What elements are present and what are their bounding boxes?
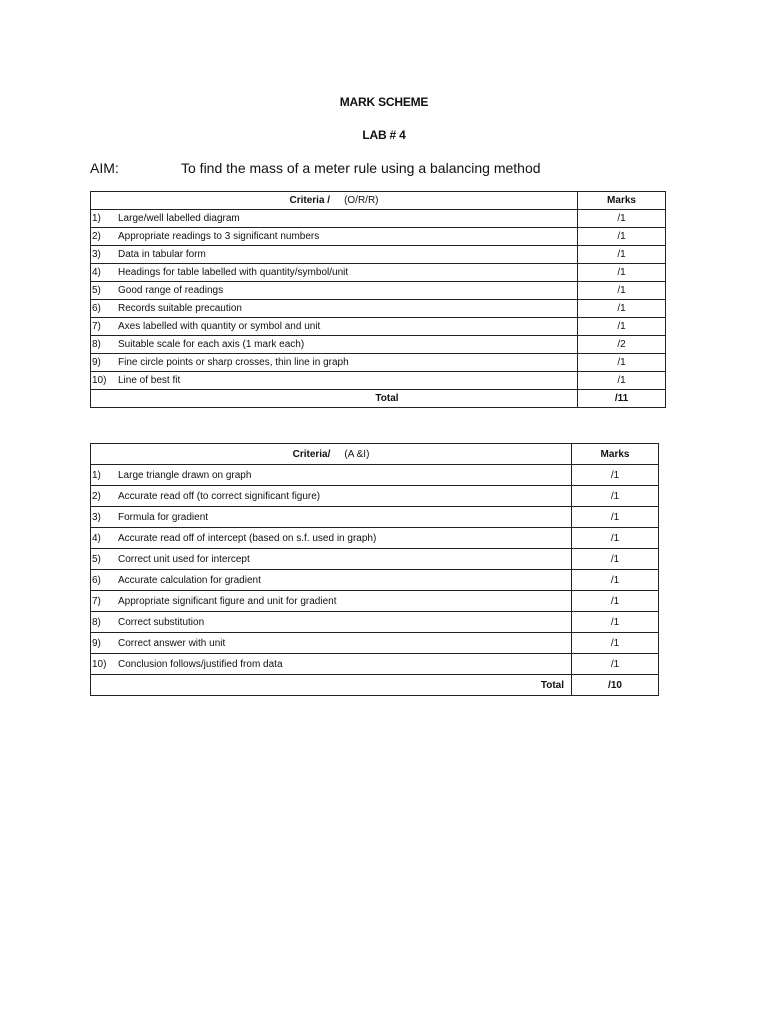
- table-row: [91, 264, 666, 282]
- criterion-text: Appropriate significant figure and unit for gradient: [118, 595, 337, 607]
- marks-cell: /1: [572, 549, 659, 570]
- aim-label: AIM:: [90, 160, 119, 176]
- marks-cell: /1: [578, 318, 666, 336]
- criterion-text: Fine circle points or sharp crosses, thin line in graph: [118, 357, 349, 368]
- marks-cell: /1: [578, 228, 666, 246]
- table-header-row: [91, 444, 659, 465]
- criterion-cell: [91, 228, 578, 246]
- criterion-cell: [91, 318, 578, 336]
- marks-cell: /1: [572, 465, 659, 486]
- criterion-cell: [91, 591, 572, 612]
- criterion-text: Correct substitution: [118, 616, 205, 628]
- criterion-cell: [91, 336, 578, 354]
- marks-cell: /1: [578, 282, 666, 300]
- criterion-number: 8): [92, 339, 101, 350]
- criterion-cell: [91, 612, 572, 633]
- criterion-text: Correct unit used for intercept: [118, 553, 250, 565]
- criterion-cell: [91, 633, 572, 654]
- criterion-text: Conclusion follows/justified from data: [118, 658, 283, 670]
- marks-cell: /1: [572, 570, 659, 591]
- criteria-header: [91, 444, 572, 465]
- criterion-number: 1): [92, 213, 101, 224]
- criteria-header: [91, 192, 578, 210]
- criterion-cell: [91, 465, 572, 486]
- criterion-text: Headings for table labelled with quantity/symbol/unit: [118, 267, 349, 278]
- table-row: [91, 282, 666, 300]
- criterion-cell: [91, 282, 578, 300]
- table-row: [91, 654, 659, 675]
- criterion-text: Line of best fit: [118, 375, 181, 386]
- total-label: Total: [91, 675, 572, 696]
- criterion-text: Suitable scale for each axis (1 mark each): [118, 339, 305, 350]
- marks-cell: /1: [572, 486, 659, 507]
- criterion-cell: [91, 264, 578, 282]
- marks-cell: /1: [572, 612, 659, 633]
- criterion-number: 5): [92, 553, 101, 565]
- criterion-cell: [91, 507, 572, 528]
- table-row: [91, 591, 659, 612]
- total-row: [91, 675, 659, 696]
- criteria-header-category: (A &I): [344, 448, 370, 460]
- criterion-text: Large triangle drawn on graph: [118, 469, 252, 481]
- marks-header: Marks: [572, 444, 659, 465]
- criterion-text: Correct answer with unit: [118, 637, 226, 649]
- table-row: [91, 507, 659, 528]
- criterion-number: 6): [92, 574, 101, 586]
- marks-cell: /1: [578, 264, 666, 282]
- criterion-cell: [91, 570, 572, 591]
- table-row: [91, 318, 666, 336]
- table-row: [91, 570, 659, 591]
- table-row: [91, 210, 666, 228]
- criterion-number: 9): [92, 637, 101, 649]
- criteria-header-category: (O/R/R): [344, 195, 379, 206]
- criterion-number: 2): [92, 231, 101, 242]
- total-label: Total: [91, 390, 578, 408]
- criterion-cell: [91, 372, 578, 390]
- criterion-number: 10): [92, 658, 107, 670]
- marks-cell: /1: [572, 654, 659, 675]
- marks-cell: /1: [572, 507, 659, 528]
- criteria-header-label: Criteria /: [289, 195, 331, 206]
- marks-cell: /1: [578, 372, 666, 390]
- criterion-cell: [91, 210, 578, 228]
- criterion-text: Accurate calculation for gradient: [118, 574, 261, 586]
- marks-cell: /1: [578, 300, 666, 318]
- criterion-number: 4): [92, 532, 101, 544]
- criterion-number: 6): [92, 303, 101, 314]
- table-header-row: [91, 192, 666, 210]
- criterion-number: 5): [92, 285, 101, 296]
- table-row: [91, 228, 666, 246]
- criterion-cell: [91, 528, 572, 549]
- aim-text: To find the mass of a meter rule using a balancing method: [181, 160, 541, 176]
- criterion-number: 3): [92, 249, 101, 260]
- criterion-cell: [91, 354, 578, 372]
- criteria-header-label: Criteria/: [292, 448, 331, 460]
- document-title: MARK SCHEME: [339, 95, 429, 109]
- marks-cell: /2: [578, 336, 666, 354]
- criterion-cell: [91, 486, 572, 507]
- criterion-number: 10): [92, 375, 107, 386]
- criteria-table-ai: [90, 443, 659, 696]
- criteria-table-orr: [90, 191, 666, 408]
- criterion-cell: [91, 300, 578, 318]
- table-row: [91, 300, 666, 318]
- table-row: [91, 633, 659, 654]
- table-row: [91, 354, 666, 372]
- criterion-number: 1): [92, 469, 101, 481]
- table-row: [91, 612, 659, 633]
- criterion-text: Data in tabular form: [118, 249, 206, 260]
- criterion-cell: [91, 654, 572, 675]
- total-marks: /10: [572, 675, 659, 696]
- table-row: [91, 486, 659, 507]
- total-marks: /11: [578, 390, 666, 408]
- marks-cell: /1: [572, 591, 659, 612]
- criterion-number: 8): [92, 616, 101, 628]
- table-row: [91, 528, 659, 549]
- marks-cell: /1: [572, 528, 659, 549]
- criterion-text: Accurate read off of intercept (based on s.f. used in graph): [118, 532, 377, 544]
- total-row: [91, 390, 666, 408]
- criterion-text: Good range of readings: [118, 285, 224, 296]
- lab-number: LAB # 4: [362, 128, 406, 142]
- marks-cell: /1: [578, 246, 666, 264]
- criterion-cell: [91, 246, 578, 264]
- criterion-text: Records suitable precaution: [118, 303, 242, 314]
- marks-cell: /1: [578, 354, 666, 372]
- table-row: [91, 372, 666, 390]
- criterion-text: Axes labelled with quantity or symbol and unit: [118, 321, 321, 332]
- criterion-text: Appropriate readings to 3 significant numbers: [118, 231, 320, 242]
- marks-cell: /1: [572, 633, 659, 654]
- criterion-number: 4): [92, 267, 101, 278]
- table-row: [91, 549, 659, 570]
- marks-cell: /1: [578, 210, 666, 228]
- table-row: [91, 246, 666, 264]
- criterion-number: 2): [92, 490, 101, 502]
- table-row: [91, 465, 659, 486]
- criterion-number: 7): [92, 595, 101, 607]
- criterion-text: Large/well labelled diagram: [118, 213, 240, 224]
- criterion-number: 3): [92, 511, 101, 523]
- marks-header: Marks: [578, 192, 666, 210]
- criterion-text: Accurate read off (to correct significant figure): [118, 490, 321, 502]
- criterion-number: 7): [92, 321, 101, 332]
- criterion-number: 9): [92, 357, 101, 368]
- criterion-text: Formula for gradient: [118, 511, 209, 523]
- table-row: [91, 336, 666, 354]
- criterion-cell: [91, 549, 572, 570]
